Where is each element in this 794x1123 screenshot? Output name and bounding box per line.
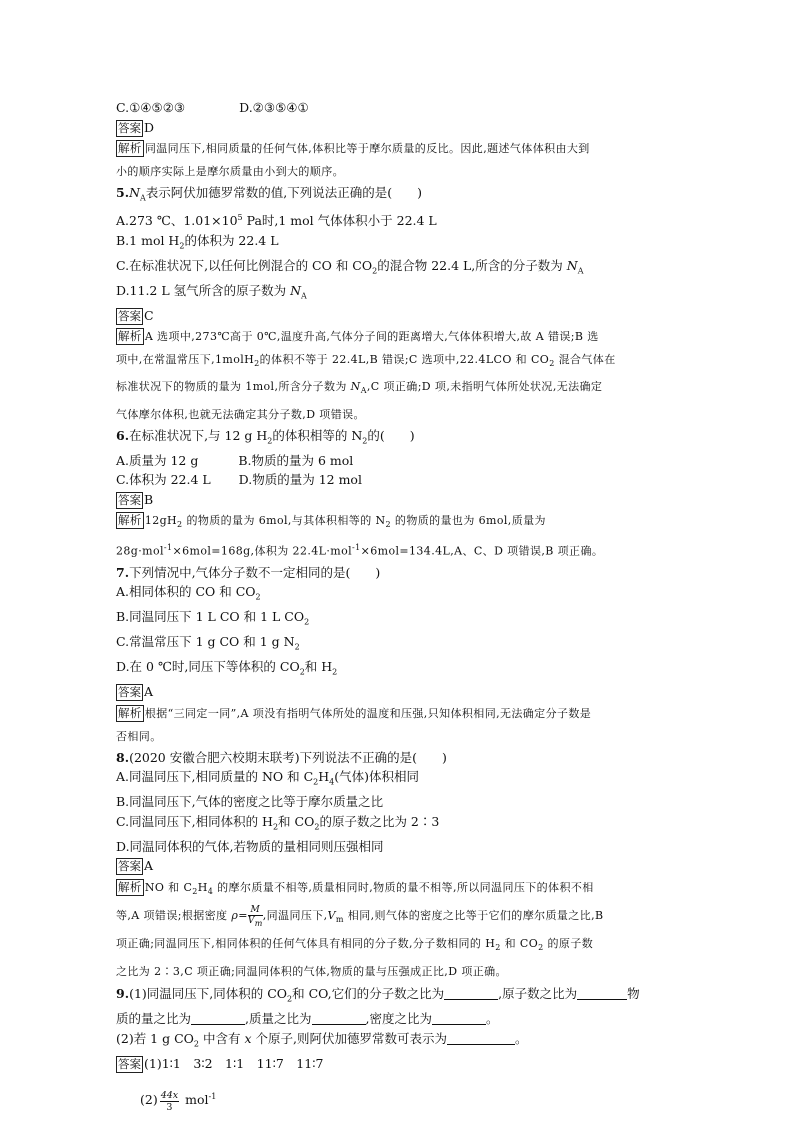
blank[interactable] (447, 1032, 515, 1045)
question-stem: 在标准状况下,与 12 g H (129, 427, 268, 443)
q5-option-a: A.273 ℃、$1.01\times 10^5$ Pa时,1 mol 气体体积小于 22.4 L (116, 213, 437, 229)
explanation-tag: 解析 (118, 705, 142, 720)
explanation-line: 根据“三同定一同”,A 项没有指明气体所处的温度和压强,只知体积相同,无法确定分子数是 (144, 706, 592, 720)
answer-value: (1)1∶1 3∶2 1∶1 11∶7 11∶7 (144, 1055, 324, 1071)
q4-explanation (116, 137, 682, 183)
q6-options-row-2 (116, 470, 682, 490)
q8-stem (116, 748, 682, 768)
q8-option-b: B.同温同压下,气体的密度之比等于摩尔质量之比 (116, 794, 384, 810)
q8-option-d: D.同温同体积的气体,若物质的量相同则压强相同 (116, 838, 384, 854)
q6-options-row-1 (116, 451, 682, 471)
q7-explanation (116, 702, 682, 748)
q7-option-d: D.在 0 ℃时,同压下等体积的 $CO_2$和 $H_2$ (116, 659, 338, 677)
q6-answer (116, 490, 682, 510)
question-stem: (2020 安徽合肥六校期末联考)下列说法不正确的是( ) (129, 749, 447, 765)
answer-tag: 答案 (118, 308, 141, 323)
blank[interactable] (577, 987, 627, 1000)
answer-tag: 答案 (118, 1056, 141, 1071)
rho-fraction: $\frac{M}{V_m}$ (247, 905, 263, 928)
explanation-line: 小的顺序实际上是摩尔质量由小到大的顺序。 (116, 165, 344, 178)
q6-stem: 6.在标准状况下,与 12 g $H_2$的体积相等的 $N_2$的( ) (116, 427, 415, 446)
q5-answer (116, 306, 682, 326)
q8-explanation: 解析 NO 和 $C_2H_4$ 的摩尔质量不相等,质量相同时,物质的量不相等,所以同温同压下的体积不相 等,A 项错误;根据密度 ρ= $\frac{M}{V_m}$ ,同温同压下$,V_m$ 相同,则气体的密度之比等于它们的摩尔质量之比,B 项正确;同温同压下,相同体积的任何气体具有相同的分子数,分子数相同的 $H_2$ 和 $CO_2$ 的原子数 之比为 2∶3,C 项正确;同温同体积的气体,物质的量与压强成正比,D 项正确。 (116, 879, 604, 979)
answer-value: A (144, 858, 154, 874)
answer-value: C (144, 307, 154, 323)
q9-part1-cont: 质的量之比为 ,质量之比为 ,密度之比为 。 (116, 1011, 499, 1027)
question-number: 6. (116, 427, 130, 443)
question-number: 8. (116, 749, 130, 765)
q7-option-a: A.相同体积的 CO 和 $CO_2$ (116, 584, 261, 602)
question-stem: 下列情况中,气体分子数不一定相同的是( ) (129, 564, 381, 580)
fraction: $\frac{44x}{3}$ (160, 1089, 179, 1113)
answer-tag: 答案 (118, 120, 141, 135)
q6-explanation: 解析 $12gH_2$ 的物质的量为 6mol,与其体积相等的 $N_2$ 的物质的量也为 6mol,质量为 28g·mol$^{-1}$×6mol=168g,体积为 22.4L·mol$^{-1}$×6mol=134.4L,A、C、D 项错误,B 项正确。 (116, 513, 604, 558)
q5-option-c: C.在标准状况下,以任何比例混合的 CO 和 $CO_2$的混合物 22.4 L,所含的分子数为 $N_A$ (116, 257, 584, 276)
answer-tag: 答案 (118, 492, 141, 507)
q7-stem (116, 563, 682, 583)
q9-answer-part2: (2) $\frac{44x}{3}$ mol$^{-1}$ (140, 1089, 217, 1113)
blank[interactable] (432, 1012, 486, 1025)
blank[interactable] (312, 1012, 366, 1025)
q6-option-b: B.物质的量为 6 mol (238, 452, 354, 468)
answer-tag: 答案 (118, 859, 141, 874)
q5-explanation: 解析 A 选项中,273℃高于 0℃,温度升高,气体分子间的距离增大,气体体积增大,故 A 错误;B 选 项中,在常温常压下,1molH$_2$的体积不等于 22.4L,B 错误;C 选项中,22.4LCO 和 $CO_2$ 混合气体在 标准状况下的物质的量为 1mol,所含分子数为 $N_A,C$ 项正确;D 项,未指明气体所处状况,无法确定 气体摩尔体积,也就无法确定其分子数,D 项错误。 (116, 329, 616, 421)
question-number: 7. (116, 564, 130, 580)
q7-option-b: B.同温同压下 1 L CO 和 1 L $CO_2$ (116, 609, 310, 627)
explanation-tag: 解析 (118, 329, 142, 344)
explanation-line: 同温同压下,相同质量的任何气体,体积比等于摩尔质量的反比。因此,题述气体体积由大到 (144, 142, 590, 155)
explanation-tag: 解析 (118, 141, 142, 155)
q4-option-d: D.②③⑤④① (239, 100, 309, 115)
q5-option-b: B.1 mol $H_2$的体积为 22.4 L (116, 232, 279, 251)
q9-part2: (2)若 1 g $CO_2$ 中含有 x 个原子,则阿伏加德罗常数可表示为 。 (116, 1030, 528, 1049)
q9-answer (116, 1054, 682, 1074)
q6-option-c: C.体积为 22.4 L (116, 472, 211, 488)
explanation-tag: 解析 (118, 513, 142, 528)
q8-answer (116, 856, 682, 876)
q5-option-d: D.11.2 L 氢气所含的原子数为 $N_A$ (116, 282, 307, 301)
q7-option-c: C.常温常压下 1 g CO 和 1 g $N_2$ (116, 634, 300, 652)
q9-part1: 9.(1)同温同压下,同体积的 $CO_2$和 CO,它们的分子数之比为 ,原子数之比为 物 (116, 986, 640, 1004)
question-number: 9. (116, 986, 130, 1002)
question-number: 5. (116, 185, 130, 200)
answer-value: A (144, 684, 154, 700)
q6-option-a: A.质量为 12 g (116, 452, 199, 468)
answer-tag: 答案 (118, 685, 141, 700)
explanation-line: 否相同。 (116, 729, 162, 743)
q4-option-c: C.①④⑤②③ (116, 100, 186, 115)
explanation-tag: 解析 (118, 879, 142, 894)
question-stem: 表示阿伏加德罗常数的值,下列说法正确的是( ) (145, 185, 423, 200)
q6-option-d: D.物质的量为 12 mol (238, 472, 362, 488)
q7-answer (116, 682, 682, 702)
q5-stem: $5.N_A$表示阿伏加德罗常数的值,下列说法正确的是( ) (116, 185, 423, 203)
q4-options-row (116, 98, 682, 118)
document-page (116, 98, 682, 1113)
answer-value: D (144, 119, 155, 135)
answer-value: B (144, 491, 154, 507)
blank[interactable] (444, 987, 498, 1000)
q8-option-a: A.同温同压下,相同质量的 NO 和 $C_2H_4$(气体)体积相同 (116, 769, 420, 787)
blank[interactable] (191, 1012, 245, 1025)
q4-answer (116, 118, 682, 138)
q8-option-c: C.同温同压下,相同体积的 $H_2$和 $CO_2$的原子数之比为 2∶3 (116, 813, 440, 832)
